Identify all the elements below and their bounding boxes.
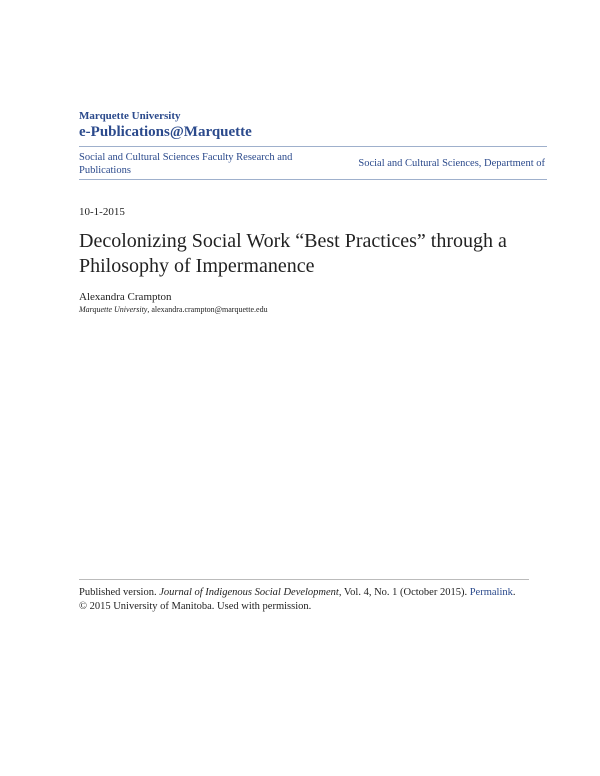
- citation-footer: [79, 586, 539, 614]
- university-name[interactable]: Marquette University: [79, 110, 181, 122]
- repository-name[interactable]: e-Publications@Marquette: [79, 124, 252, 140]
- collection-link-faculty-research[interactable]: Social and Cultural Sciences Faculty Research and Publications: [79, 152, 293, 176]
- footer-rule: [79, 579, 529, 580]
- permalink-link[interactable]: Permalink: [469, 587, 513, 598]
- author-institution: Marquette University: [79, 305, 148, 314]
- citation-prefix: Published version.: [79, 587, 160, 598]
- citation-line: [79, 586, 539, 600]
- journal-name: Journal of Indigenous Social Development: [159, 587, 339, 598]
- collection-rule-top: [79, 146, 547, 147]
- author-email[interactable]: alexandra.crampton@marquette.edu: [151, 305, 268, 314]
- affiliation-separator: ,: [147, 305, 152, 314]
- citation-period: .: [512, 587, 516, 598]
- collection-link-department[interactable]: Social and Cultural Sciences, Department of: [358, 158, 545, 169]
- masthead: [79, 110, 549, 141]
- citation-details: , Vol. 4, No. 1 (October 2015).: [338, 587, 470, 598]
- article-title: Decolonizing Social Work “Best Practices” through a Philosophy of Impermanence: [79, 230, 507, 277]
- publication-date: 10-1-2015: [79, 206, 125, 218]
- collection-rule-bottom: [79, 179, 547, 180]
- copyright-notice: © 2015 University of Manitoba. Used with permission.: [79, 601, 312, 612]
- author-affiliation: [79, 305, 268, 314]
- author-name: Alexandra Crampton: [79, 291, 172, 303]
